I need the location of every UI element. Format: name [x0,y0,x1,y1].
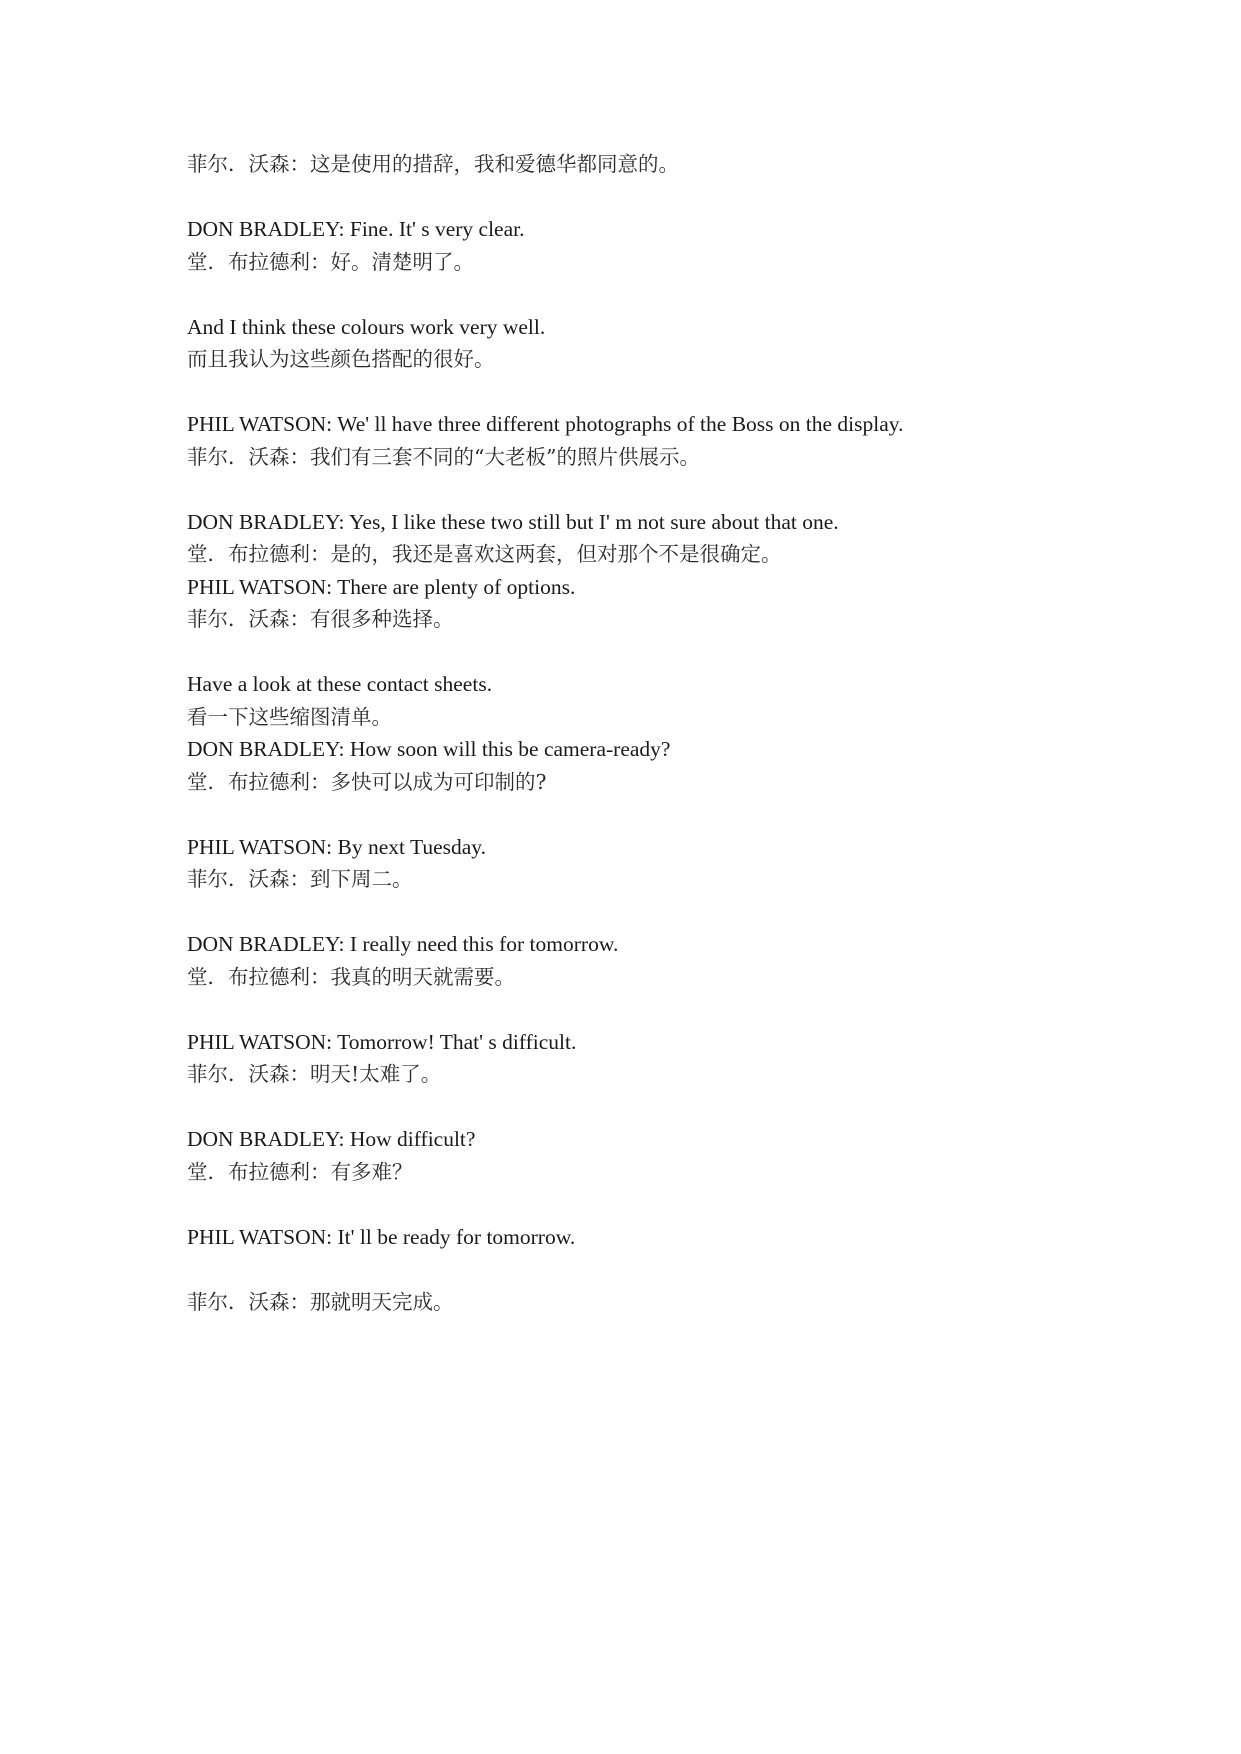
text-line: DON BRADLEY: Yes, I like these two still but I' m not sure about that one. [187,509,839,534]
text-line: 堂．布拉德利：我真的明天就需要。 [187,964,515,989]
text-line: 堂．布拉德利：是的，我还是喜欢这两套，但对那个不是很确定。 [187,542,782,566]
text-line: DON BRADLEY: Fine. It' s very clear. [187,217,525,241]
text-line: PHIL WATSON: By next Tuesday. [187,834,487,859]
blank-line [187,636,1187,669]
text-line: 看一下这些缩图清单。 [187,704,392,729]
text-line: 菲尔．沃森：这是使用的措辞，我和爱德华都同意的。 [187,152,679,176]
text-line: PHIL WATSON: There are plenty of options. [187,574,576,599]
text-line: DON BRADLEY: How difficult? [187,1127,476,1151]
blank-line [187,1188,1187,1221]
blank-line [187,473,1187,506]
text-line: DON BRADLEY: How soon will this be camera-ready? [187,737,671,761]
blank-line [187,896,1187,929]
text-line: PHIL WATSON: We' ll have three different photographs of the Boss on the display. [187,412,904,436]
blank-line [187,278,1187,311]
text-line: 菲尔．沃森：我们有三套不同的“大老板”的照片供展示。 [187,444,700,469]
text-line: PHIL WATSON: It' ll be ready for tomorrow. [187,1224,576,1249]
blank-line [187,993,1187,1026]
blank-line [187,1253,1187,1286]
text-line: 菲尔．沃森：到下周二。 [187,867,413,891]
text-line: DON BRADLEY: I really need this for tomorrow. [187,932,619,956]
text-line: 堂．布拉德利：有多难？ [187,1159,413,1184]
dialogue-text [187,148,1187,1318]
text-line: Have a look at these contact sheets. [187,672,493,696]
blank-line [187,181,1187,214]
blank-line [187,798,1187,831]
text-line: 堂．布拉德利：多快可以成为可印制的? [187,769,547,794]
blank-line [187,1091,1187,1124]
text-line: 菲尔．沃森：有很多种选择。 [187,607,454,631]
text-line: 菲尔．沃森：那就明天完成。 [187,1289,454,1314]
text-line: 菲尔．沃森：明天!太难了。 [187,1062,442,1086]
text-line: PHIL WATSON: Tomorrow! That' s difficult. [187,1029,577,1054]
text-line: 堂．布拉德利：好。清楚明了。 [187,249,474,274]
text-line: And I think these colours work very well. [187,314,546,339]
text-line: 而且我认为这些颜色搭配的很好。 [187,347,495,371]
blank-line [187,376,1187,409]
